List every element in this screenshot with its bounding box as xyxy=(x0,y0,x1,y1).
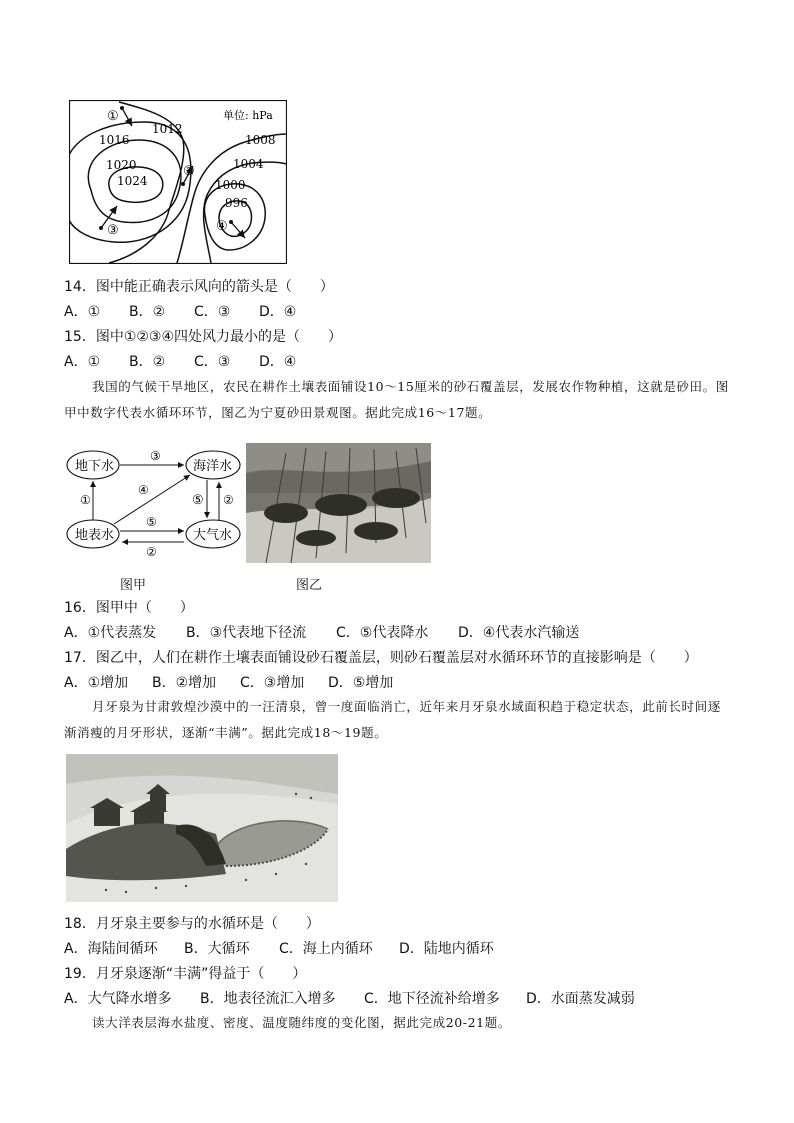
marker-3: ③ xyxy=(107,223,119,238)
caption-yi: 图乙 xyxy=(296,578,323,593)
node-atmosphere-label: 大气水 xyxy=(193,528,233,543)
marker-2: ② xyxy=(183,164,195,179)
q17-option-b[interactable]: B．②增加 xyxy=(152,675,217,691)
intro-16-17: 我国的气候干旱地区，农民在耕作土壤表面铺设10～15厘米的砂石覆盖层，发展农作物种植，这就是砂田。图甲中数字代表水循环环节，图乙为宁夏砂田景观图。据此完成16～17题。 xyxy=(64,379,729,420)
q14-options xyxy=(64,303,296,321)
q18-option-b[interactable]: B．大循环 xyxy=(184,941,250,957)
label-1016: 1016 xyxy=(99,133,130,147)
caption-jia: 图甲 xyxy=(120,578,147,593)
label-1012: 1012 xyxy=(152,122,183,136)
q15-option-c[interactable]: C．③ xyxy=(194,354,231,370)
q17-option-d[interactable]: D．⑤增加 xyxy=(328,675,394,691)
q18-option-d[interactable]: D．陆地内循环 xyxy=(399,941,494,957)
intro-18-19: 月牙泉为甘肃敦煌沙漠中的一汪清泉，曾一度面临消亡，近年来月牙泉水域面积趋于稳定状态，此前长时间逐渐消瘦的月牙形状，逐渐“丰满”。据此完成18～19题。 xyxy=(64,699,721,740)
q16-option-b[interactable]: B．③代表地下径流 xyxy=(186,625,307,641)
label-5-lower: ⑤ xyxy=(146,515,157,529)
q18-option-c[interactable]: C．海上内循环 xyxy=(279,941,373,957)
q19-options xyxy=(64,990,635,1008)
q15-options xyxy=(64,353,296,371)
q14-stem: 14．图中能正确表示风向的箭头是（ ） xyxy=(64,279,334,295)
q14-option-c[interactable]: C．③ xyxy=(194,304,231,320)
q17-options xyxy=(64,674,393,692)
q14-option-b[interactable]: B．② xyxy=(129,304,166,320)
sand-field-photo xyxy=(246,443,431,563)
q19-option-b[interactable]: B．地表径流汇入增多 xyxy=(200,991,336,1007)
q19-option-a[interactable]: A．大气降水增多 xyxy=(64,991,172,1007)
q19-option-d[interactable]: D．水面蒸发减弱 xyxy=(526,991,635,1007)
q15-stem: 15．图中①②③④四处风力最小的是（ ） xyxy=(64,329,343,345)
unit-label: 单位: hPa xyxy=(223,109,273,122)
q16-options xyxy=(64,624,579,642)
q18-stem: 18．月牙泉主要参与的水循环是（ ） xyxy=(64,916,320,932)
crescent-lake-photo xyxy=(66,754,338,902)
label-1000: 1000 xyxy=(215,178,246,192)
intro-20-21: 读大洋表层海水盐度、密度、温度随纬度的变化图，据此完成20-21题。 xyxy=(92,1015,511,1030)
q19-stem: 19．月牙泉逐渐“丰满”得益于（ ） xyxy=(64,966,307,982)
q18-option-a[interactable]: A．海陆间循环 xyxy=(64,941,158,957)
q17-option-a[interactable]: A．①增加 xyxy=(64,675,129,691)
marker-4: ④ xyxy=(216,219,228,234)
label-1024: 1024 xyxy=(117,174,148,188)
label-996: 996 xyxy=(225,196,248,210)
q16-option-a[interactable]: A．①代表蒸发 xyxy=(64,625,157,641)
label-2-right: ② xyxy=(223,493,234,507)
q17-option-c[interactable]: C．③增加 xyxy=(240,675,305,691)
node-surface-label: 地表水 xyxy=(75,528,115,543)
isobar-map-figure xyxy=(69,100,287,264)
q18-options xyxy=(64,940,494,958)
q16-stem: 16．图甲中（ ） xyxy=(64,600,194,616)
q15-option-b[interactable]: B．② xyxy=(129,354,166,370)
label-3: ③ xyxy=(150,449,161,463)
q15-option-a[interactable]: A．① xyxy=(64,354,101,370)
node-groundwater-label: 地下水 xyxy=(75,459,115,474)
marker-1: ① xyxy=(107,109,119,124)
q16-option-c[interactable]: C．⑤代表降水 xyxy=(336,625,429,641)
label-2-lower: ② xyxy=(146,545,157,559)
label-1: ① xyxy=(80,493,91,507)
q14-option-a[interactable]: A．① xyxy=(64,304,101,320)
q15-option-d[interactable]: D．④ xyxy=(259,354,297,370)
label-1020: 1020 xyxy=(106,158,137,172)
label-1008: 1008 xyxy=(245,133,276,147)
q16-option-d[interactable]: D．④代表水汽输送 xyxy=(458,625,580,641)
q14-option-d[interactable]: D．④ xyxy=(259,304,297,320)
label-1004: 1004 xyxy=(233,157,264,171)
q19-option-c[interactable]: C．地下径流补给增多 xyxy=(364,991,500,1007)
water-cycle-diagram xyxy=(66,442,241,568)
q17-stem: 17．图乙中，人们在耕作土壤表面铺设砂石覆盖层，则砂石覆盖层对水循环环节的直接影响是（ ） xyxy=(64,650,698,666)
node-ocean-label: 海洋水 xyxy=(193,459,233,474)
label-5-right: ⑤ xyxy=(192,493,204,508)
label-4: ④ xyxy=(138,483,149,497)
